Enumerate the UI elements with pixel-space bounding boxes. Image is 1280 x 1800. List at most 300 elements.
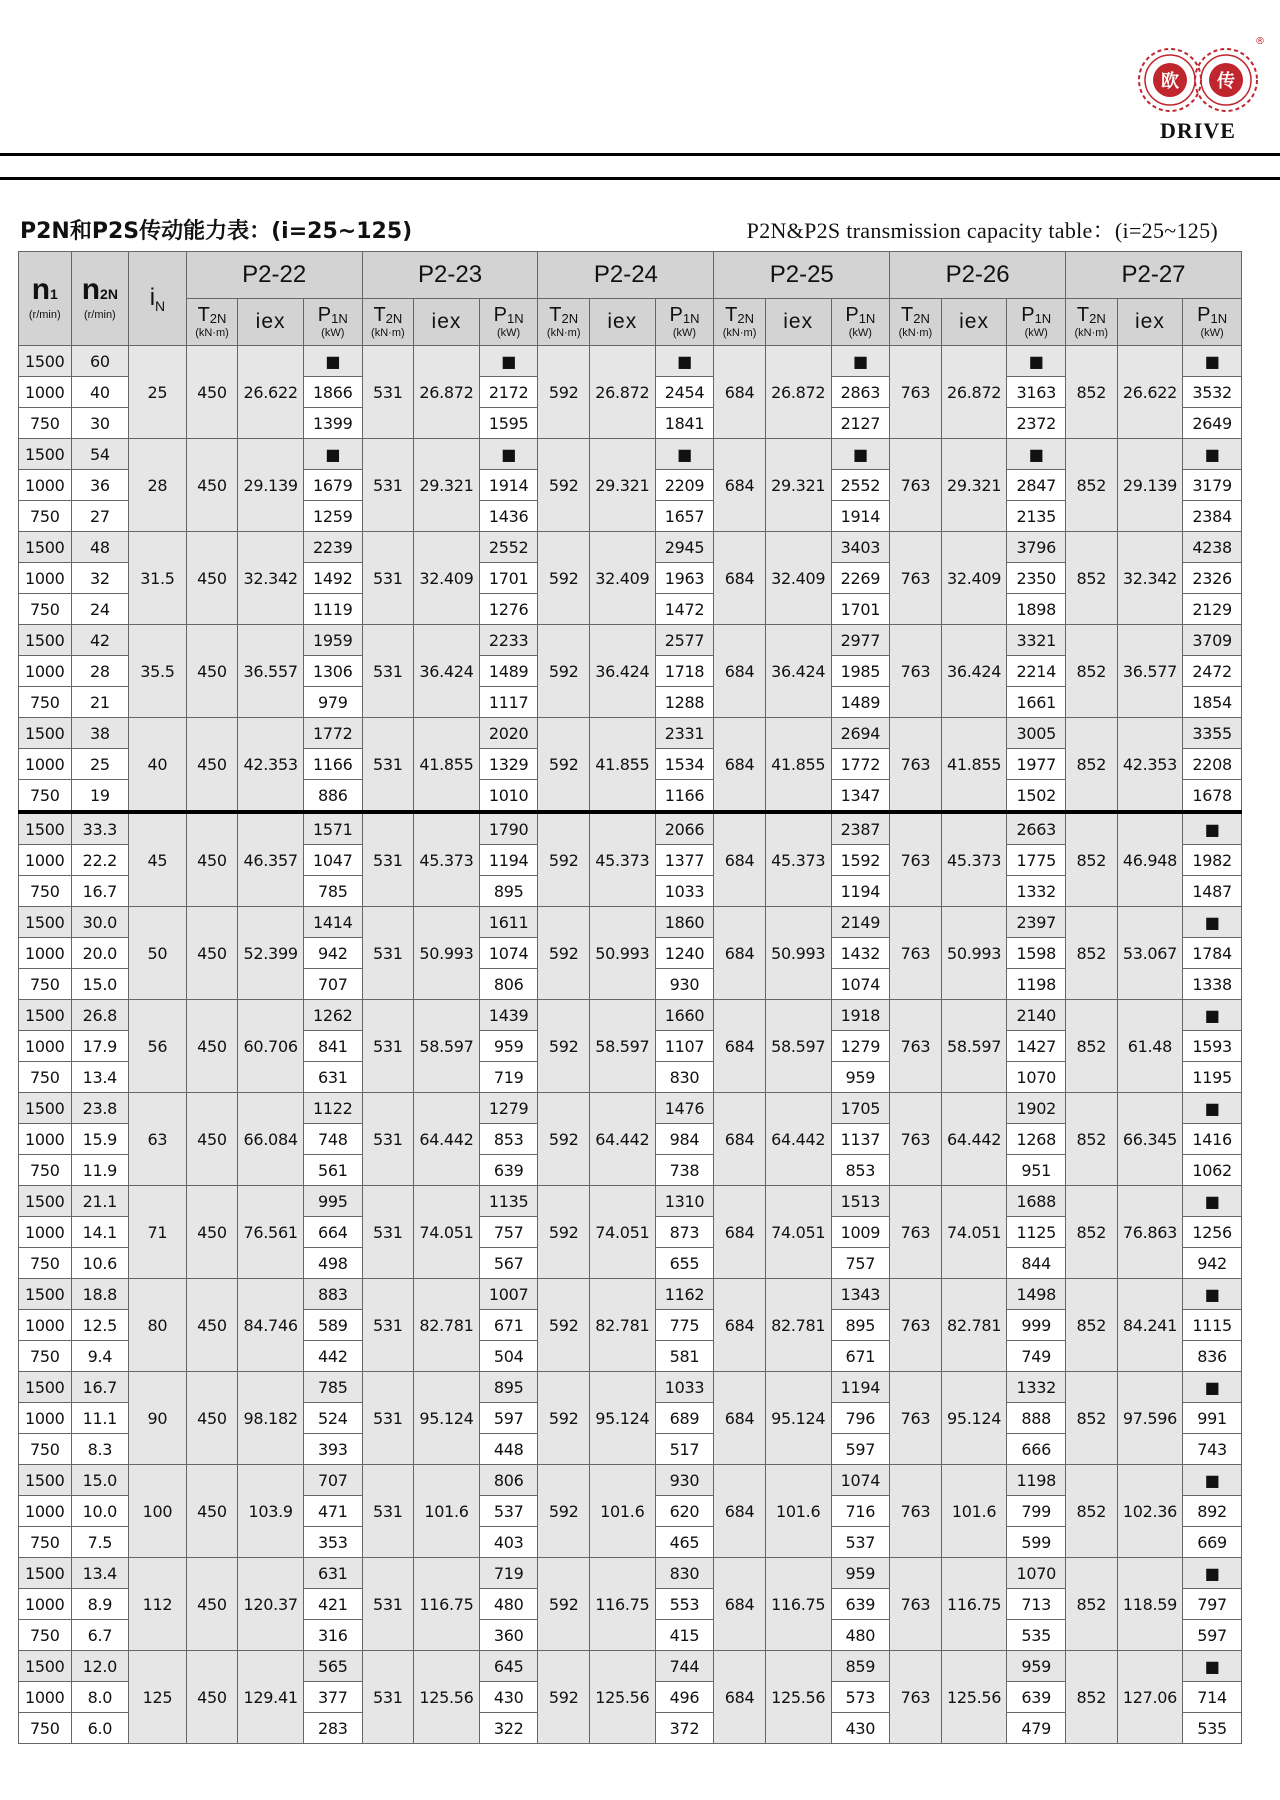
p1n-cell: 1688 [1007, 1186, 1066, 1217]
p1n-cell: 775 [655, 1310, 714, 1341]
p1n-cell: 1914 [479, 470, 538, 501]
t2n-cell: 763 [890, 625, 942, 718]
t2n-cell: 852 [1066, 1558, 1118, 1651]
table-row [19, 718, 1242, 749]
iex-cell: 36.424 [765, 625, 831, 718]
iex-cell: 74.051 [941, 1186, 1007, 1279]
p1n-cell: 1276 [479, 594, 538, 625]
in-cell: 80 [129, 1279, 187, 1372]
p1n-cell: 806 [479, 1465, 538, 1496]
p1n-cell: 2945 [655, 532, 714, 563]
iex-cell: 97.596 [1117, 1372, 1183, 1465]
t2n-cell: 450 [186, 718, 238, 813]
n1-cell: 1500 [19, 439, 72, 470]
n2n-cell: 7.5 [71, 1527, 129, 1558]
iex-cell: 36.424 [414, 625, 480, 718]
gear-right-icon [1195, 49, 1257, 111]
t2n-cell: 852 [1066, 1465, 1118, 1558]
iex-cell: 64.442 [941, 1093, 1007, 1186]
iex-cell: 74.051 [765, 1186, 831, 1279]
p1n-cell: 719 [479, 1062, 538, 1093]
p1n-cell: 1513 [831, 1186, 890, 1217]
t2n-cell: 531 [362, 1186, 414, 1279]
p1n-cell: 581 [655, 1341, 714, 1372]
p1n-cell: 3796 [1007, 532, 1066, 563]
p1n-cell: 3163 [1007, 377, 1066, 408]
p1n-cell: 1074 [479, 938, 538, 969]
p1n-cell: ■ [655, 346, 714, 377]
n2n-cell: 12.5 [71, 1310, 129, 1341]
p1n-cell: 1860 [655, 907, 714, 938]
table-row [19, 532, 1242, 563]
p1n-cell: 322 [479, 1713, 538, 1744]
iex-cell: 58.597 [414, 1000, 480, 1093]
iex-cell: 58.597 [941, 1000, 1007, 1093]
n2n-cell: 10.6 [71, 1248, 129, 1279]
p1n-cell: 895 [479, 1372, 538, 1403]
iex-cell: 50.993 [414, 907, 480, 1000]
p1n-cell: 2384 [1183, 501, 1242, 532]
t2n-cell: 531 [362, 1465, 414, 1558]
n2n-cell: 10.0 [71, 1496, 129, 1527]
iex-cell: 116.75 [941, 1558, 1007, 1651]
t2n-cell: 684 [714, 907, 766, 1000]
t2n-cell: 592 [538, 1000, 590, 1093]
p1n-cell: 999 [1007, 1310, 1066, 1341]
p1n-cell: 2172 [479, 377, 538, 408]
t2n-cell: 531 [362, 1000, 414, 1093]
iex-cell: 46.948 [1117, 812, 1183, 907]
p1n-cell: 853 [831, 1155, 890, 1186]
iex-cell: 76.863 [1117, 1186, 1183, 1279]
n1-cell: 1000 [19, 749, 72, 780]
p1n-cell: 316 [303, 1620, 362, 1651]
p1n-cell: 1489 [479, 656, 538, 687]
n2n-cell: 26.8 [71, 1000, 129, 1031]
iex-cell: 32.409 [941, 532, 1007, 625]
p1n-cell: 631 [303, 1062, 362, 1093]
p1n-cell: 2326 [1183, 563, 1242, 594]
p1n-cell: 537 [831, 1527, 890, 1558]
p1n-cell: 1268 [1007, 1124, 1066, 1155]
in-cell: 40 [129, 718, 187, 813]
p1n-cell: 496 [655, 1682, 714, 1713]
iex-cell: 29.321 [414, 439, 480, 532]
t2n-cell: 852 [1066, 439, 1118, 532]
p1n-cell: ■ [831, 346, 890, 377]
n2n-cell: 22.2 [71, 845, 129, 876]
n1-cell: 1500 [19, 625, 72, 656]
iex-cell: 116.75 [414, 1558, 480, 1651]
n1-cell: 1000 [19, 845, 72, 876]
in-cell: 56 [129, 1000, 187, 1093]
p1n-cell: 796 [831, 1403, 890, 1434]
n1-cell: 1500 [19, 1651, 72, 1682]
t2n-cell: 763 [890, 1465, 942, 1558]
iex-cell: 129.41 [238, 1651, 304, 1744]
iex-cell: 82.781 [589, 1279, 655, 1372]
t2n-cell: 531 [362, 1372, 414, 1465]
iex-cell: 95.124 [941, 1372, 1007, 1465]
p1n-cell: 1476 [655, 1093, 714, 1124]
iex-cell: 125.56 [941, 1651, 1007, 1744]
n1-cell: 1000 [19, 1124, 72, 1155]
p1n-cell: 3532 [1183, 377, 1242, 408]
p1n-cell: 2350 [1007, 563, 1066, 594]
iex-cell: 64.442 [414, 1093, 480, 1186]
n1-cell: 1000 [19, 1496, 72, 1527]
in-cell: 45 [129, 812, 187, 907]
n2n-cell: 17.9 [71, 1031, 129, 1062]
p1n-cell: 1701 [479, 563, 538, 594]
n2n-cell: 48 [71, 532, 129, 563]
p1n-cell: ■ [1183, 1093, 1242, 1124]
n2n-cell: 32 [71, 563, 129, 594]
p1n-cell: 655 [655, 1248, 714, 1279]
p1n-cell: 479 [1007, 1713, 1066, 1744]
t2n-cell: 531 [362, 1558, 414, 1651]
t2n-cell: 684 [714, 1186, 766, 1279]
t2n-cell: 531 [362, 625, 414, 718]
p1n-cell: 1399 [303, 408, 362, 439]
p1n-cell: 517 [655, 1434, 714, 1465]
t2n-cell: 684 [714, 1558, 766, 1651]
iex-cell: 101.6 [414, 1465, 480, 1558]
iex-cell: 125.56 [589, 1651, 655, 1744]
p1n-cell: 465 [655, 1527, 714, 1558]
p1n-cell: 1571 [303, 812, 362, 845]
p1n-cell: 1679 [303, 470, 362, 501]
n2n-cell: 11.9 [71, 1155, 129, 1186]
t2n-cell: 763 [890, 1651, 942, 1744]
p1n-cell: 639 [1007, 1682, 1066, 1713]
p1n-cell: 524 [303, 1403, 362, 1434]
iex-header: iex [238, 299, 304, 346]
iex-cell: 42.353 [1117, 718, 1183, 813]
p1n-cell: ■ [1183, 1651, 1242, 1682]
p1n-cell: 1660 [655, 1000, 714, 1031]
n1-cell: 1000 [19, 1589, 72, 1620]
p1n-cell: 669 [1183, 1527, 1242, 1558]
n1-cell: 750 [19, 1713, 72, 1744]
n2n-cell: 12.0 [71, 1651, 129, 1682]
iex-cell: 50.993 [765, 907, 831, 1000]
iex-cell: 41.855 [589, 718, 655, 813]
p1n-cell: 1492 [303, 563, 362, 594]
in-cell: 50 [129, 907, 187, 1000]
p1n-cell: 979 [303, 687, 362, 718]
p1n-cell: 757 [831, 1248, 890, 1279]
p1n-cell: 1432 [831, 938, 890, 969]
iex-cell: 29.321 [589, 439, 655, 532]
t2n-cell: 684 [714, 1279, 766, 1372]
t2n-cell: 852 [1066, 718, 1118, 813]
p1n-cell: 415 [655, 1620, 714, 1651]
n1-cell: 1000 [19, 938, 72, 969]
iex-cell: 82.781 [765, 1279, 831, 1372]
logo-right-char: 传 [1217, 71, 1235, 92]
p1n-cell: 1195 [1183, 1062, 1242, 1093]
p1n-cell: 1598 [1007, 938, 1066, 969]
p1n-cell: 2397 [1007, 907, 1066, 938]
p1n-cell: 1306 [303, 656, 362, 687]
p1n-header: $P_{1N}$ (kW) [303, 299, 362, 346]
t2n-cell: 531 [362, 346, 414, 439]
p1n-cell: 1332 [1007, 876, 1066, 907]
in-cell: 28 [129, 439, 187, 532]
iex-cell: 32.342 [238, 532, 304, 625]
iex-cell: 36.577 [1117, 625, 1183, 718]
p1n-cell: 1074 [831, 1465, 890, 1496]
n2n-cell: 14.1 [71, 1217, 129, 1248]
p1n-cell: 991 [1183, 1403, 1242, 1434]
p1n-cell: 283 [303, 1713, 362, 1744]
t2n-cell: 684 [714, 439, 766, 532]
p1n-cell: 2847 [1007, 470, 1066, 501]
in-cell: 90 [129, 1372, 187, 1465]
p1n-cell: 597 [1183, 1620, 1242, 1651]
p1n-cell: 448 [479, 1434, 538, 1465]
table-row [19, 1279, 1242, 1310]
table-row [19, 1558, 1242, 1589]
t2n-cell: 450 [186, 1279, 238, 1372]
p1n-cell: 666 [1007, 1434, 1066, 1465]
p1n-cell: 1074 [831, 969, 890, 1000]
iex-cell: 46.357 [238, 812, 304, 907]
n2n-cell: 42 [71, 625, 129, 656]
p1n-cell: 1705 [831, 1093, 890, 1124]
p1n-cell: 1775 [1007, 845, 1066, 876]
p1n-cell: 785 [303, 1372, 362, 1403]
p1n-cell: 713 [1007, 1589, 1066, 1620]
iex-cell: 32.409 [414, 532, 480, 625]
iex-cell: 82.781 [414, 1279, 480, 1372]
p1n-cell: 1062 [1183, 1155, 1242, 1186]
p1n-cell: 372 [655, 1713, 714, 1744]
t2n-cell: 684 [714, 532, 766, 625]
p1n-cell: ■ [479, 439, 538, 470]
n2n-cell: 60 [71, 346, 129, 377]
p1n-cell: 1854 [1183, 687, 1242, 718]
n2n-cell: 8.3 [71, 1434, 129, 1465]
t2n-cell: 450 [186, 439, 238, 532]
p1n-cell: 1259 [303, 501, 362, 532]
p1n-cell: 888 [1007, 1403, 1066, 1434]
p1n-header: $P_{1N}$ (kW) [1183, 299, 1242, 346]
n1-cell: 1000 [19, 1031, 72, 1062]
p1n-cell: ■ [1183, 346, 1242, 377]
p1n-cell: 1033 [655, 1372, 714, 1403]
p1n-cell: 597 [831, 1434, 890, 1465]
p1n-cell: ■ [1183, 1000, 1242, 1031]
p1n-cell: 1502 [1007, 780, 1066, 813]
p1n-cell: 3709 [1183, 625, 1242, 656]
p1n-cell: 393 [303, 1434, 362, 1465]
table-row [19, 346, 1242, 377]
p1n-cell: 1902 [1007, 1093, 1066, 1124]
t2n-cell: 450 [186, 1558, 238, 1651]
iex-cell: 36.424 [589, 625, 655, 718]
iex-cell: 58.597 [765, 1000, 831, 1093]
in-cell: 31.5 [129, 532, 187, 625]
n1-cell: 1500 [19, 532, 72, 563]
iex-cell: 116.75 [765, 1558, 831, 1651]
p1n-cell: 1489 [831, 687, 890, 718]
p1n-cell: 1343 [831, 1279, 890, 1310]
p1n-cell: 1414 [303, 907, 362, 938]
p1n-cell: 1592 [831, 845, 890, 876]
n2n-cell: 20.0 [71, 938, 129, 969]
p1n-cell: 1439 [479, 1000, 538, 1031]
n1-cell: 1000 [19, 470, 72, 501]
n2n-cell: 19 [71, 780, 129, 813]
iex-cell: 42.353 [238, 718, 304, 813]
p1n-cell: 892 [1183, 1496, 1242, 1527]
t2n-cell: 592 [538, 1372, 590, 1465]
logo-left-char: 欧 [1161, 71, 1179, 92]
iex-cell: 95.124 [414, 1372, 480, 1465]
p1n-cell: 2372 [1007, 408, 1066, 439]
t2n-cell: 684 [714, 625, 766, 718]
iex-cell: 36.424 [941, 625, 1007, 718]
iex-cell: 125.56 [414, 1651, 480, 1744]
t2n-cell: 450 [186, 1465, 238, 1558]
p1n-cell: 2239 [303, 532, 362, 563]
p1n-cell: 748 [303, 1124, 362, 1155]
table-row [19, 1651, 1242, 1682]
n2n-cell: 11.1 [71, 1403, 129, 1434]
p1n-cell: 1166 [303, 749, 362, 780]
p1n-cell: 1310 [655, 1186, 714, 1217]
capacity-table [18, 251, 1242, 1744]
table-row [19, 439, 1242, 470]
iex-cell: 95.124 [589, 1372, 655, 1465]
n2n-cell: 15.9 [71, 1124, 129, 1155]
p1n-cell: 2552 [831, 470, 890, 501]
p1n-cell: 1866 [303, 377, 362, 408]
iex-cell: 125.56 [765, 1651, 831, 1744]
p1n-cell: 1162 [655, 1279, 714, 1310]
n2n-cell: 16.7 [71, 1372, 129, 1403]
p1n-cell: 797 [1183, 1589, 1242, 1620]
t2n-cell: 592 [538, 812, 590, 907]
iex-cell: 36.557 [238, 625, 304, 718]
p1n-cell: 1338 [1183, 969, 1242, 1000]
n1-cell: 1000 [19, 1403, 72, 1434]
p1n-cell: 1487 [1183, 876, 1242, 907]
iex-cell: 26.622 [238, 346, 304, 439]
p1n-cell: 3355 [1183, 718, 1242, 749]
n1-cell: 750 [19, 969, 72, 1000]
p1n-cell: 1070 [1007, 1062, 1066, 1093]
t2n-cell: 763 [890, 532, 942, 625]
p1n-cell: ■ [1183, 1558, 1242, 1589]
n1-cell: 750 [19, 1248, 72, 1279]
p1n-cell: ■ [831, 439, 890, 470]
t2n-cell: 450 [186, 1093, 238, 1186]
p1n-cell: 1657 [655, 501, 714, 532]
t2n-cell: 592 [538, 1279, 590, 1372]
p1n-cell: 1534 [655, 749, 714, 780]
p1n-cell: 645 [479, 1651, 538, 1682]
t2n-cell: 450 [186, 1372, 238, 1465]
in-header: $i_N$ [129, 252, 187, 346]
t2n-header: $T_{2N}$ (kN·m) [362, 299, 414, 346]
page-title-chinese: P2N和P2S传动能力表：(i=25~125) [20, 219, 413, 244]
n2n-cell: 16.7 [71, 876, 129, 907]
iex-cell: 41.855 [765, 718, 831, 813]
p1n-cell: 785 [303, 876, 362, 907]
iex-cell: 45.373 [765, 812, 831, 907]
n2n-cell: 8.9 [71, 1589, 129, 1620]
iex-header: iex [414, 299, 480, 346]
n1-cell: 1000 [19, 656, 72, 687]
t2n-cell: 592 [538, 1651, 590, 1744]
n2n-cell: 9.4 [71, 1341, 129, 1372]
n2n-cell: 25 [71, 749, 129, 780]
n2n-cell: 6.0 [71, 1713, 129, 1744]
p1n-cell: 959 [479, 1031, 538, 1062]
n1-cell: 750 [19, 594, 72, 625]
t2n-cell: 531 [362, 907, 414, 1000]
n1-header: n1 (r/min) [19, 252, 72, 346]
p1n-cell: 1416 [1183, 1124, 1242, 1155]
t2n-header: $T_{2N}$ (kN·m) [1066, 299, 1118, 346]
n2n-cell: 28 [71, 656, 129, 687]
n1-cell: 1000 [19, 377, 72, 408]
t2n-header: $T_{2N}$ (kN·m) [538, 299, 590, 346]
n2n-cell: 36 [71, 470, 129, 501]
n1-cell: 1500 [19, 1465, 72, 1496]
iex-cell: 50.993 [589, 907, 655, 1000]
p1n-cell: 597 [479, 1403, 538, 1434]
iex-cell: 32.409 [765, 532, 831, 625]
p1n-cell: 2214 [1007, 656, 1066, 687]
p1n-cell: 2331 [655, 718, 714, 749]
p1n-cell: 743 [1183, 1434, 1242, 1465]
p1n-cell: 830 [655, 1062, 714, 1093]
t2n-cell: 450 [186, 1186, 238, 1279]
p1n-cell: 639 [831, 1589, 890, 1620]
p1n-cell: 1194 [831, 1372, 890, 1403]
iex-cell: 116.75 [589, 1558, 655, 1651]
p1n-cell: 535 [1183, 1713, 1242, 1744]
p1n-cell: 2663 [1007, 812, 1066, 845]
n2n-cell: 33.3 [71, 812, 129, 845]
p1n-cell: 830 [655, 1558, 714, 1589]
p1n-cell: 1279 [831, 1031, 890, 1062]
in-cell: 35.5 [129, 625, 187, 718]
p1n-cell: ■ [1183, 1372, 1242, 1403]
t2n-cell: 852 [1066, 532, 1118, 625]
t2n-cell: 450 [186, 907, 238, 1000]
p1n-cell: 1772 [303, 718, 362, 749]
n1-cell: 750 [19, 1527, 72, 1558]
p1n-cell: 599 [1007, 1527, 1066, 1558]
n1-cell: 1000 [19, 1310, 72, 1341]
n1-cell: 750 [19, 1434, 72, 1465]
iex-cell: 101.6 [765, 1465, 831, 1558]
iex-cell: 29.139 [1117, 439, 1183, 532]
p1n-cell: 886 [303, 780, 362, 813]
p1n-cell: 1472 [655, 594, 714, 625]
p1n-cell: 2454 [655, 377, 714, 408]
t2n-cell: 763 [890, 346, 942, 439]
t2n-cell: 531 [362, 718, 414, 813]
p1n-cell: 1262 [303, 1000, 362, 1031]
t2n-cell: 852 [1066, 812, 1118, 907]
p1n-cell: 1122 [303, 1093, 362, 1124]
